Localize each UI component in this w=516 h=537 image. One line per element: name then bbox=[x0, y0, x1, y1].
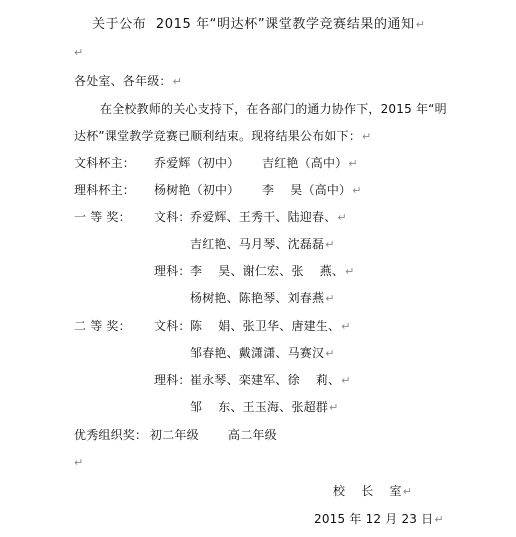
like-cup-junior: 杨树艳（初中） bbox=[154, 183, 240, 197]
first-prize-wenke-line-1: 乔爱辉、王秀干、陆迎春、↵ bbox=[190, 210, 347, 224]
body-line-1: 在全校教师的关心支持下，在各部门的通力协作下，2015 年“明 bbox=[100, 102, 447, 116]
org-award-grade-2-senior: 高二年级 bbox=[228, 428, 277, 442]
signature: 校 长 室↵ bbox=[333, 484, 413, 498]
first-prize-like-line-2: 杨树艳、陈艳琴、刘春燕↵ bbox=[190, 291, 335, 305]
first-prize-wenke-label: 文科： bbox=[154, 210, 191, 224]
first-prize-label: 一 等 奖： bbox=[74, 210, 131, 224]
wenke-cup-label: 文科杯主： bbox=[74, 156, 136, 170]
second-prize-like-line-1: 崔永琴、栾建军、徐 莉、↵ bbox=[190, 373, 351, 387]
org-award-label: 优秀组织奖： bbox=[74, 428, 148, 442]
first-prize-like-line-1: 李 昊、谢仁宏、张 燕、↵ bbox=[190, 264, 355, 278]
date: 2015 年 12 月 23 日↵ bbox=[314, 512, 444, 526]
second-prize-like-label: 理科： bbox=[154, 373, 191, 387]
like-cup-label: 理科杯主： bbox=[74, 183, 136, 197]
wenke-cup-junior: 乔爱辉（初中） bbox=[154, 156, 240, 170]
wenke-cup-senior: 吉红艳（高中）↵ bbox=[262, 156, 358, 170]
first-prize-like-label: 理科： bbox=[154, 264, 191, 278]
salutation: 各处室、各年级：↵ bbox=[74, 74, 183, 88]
second-prize-wenke-line-2: 邹春艳、戴潇潇、马赛汉↵ bbox=[190, 346, 335, 360]
first-prize-wenke-line-2: 吉红艳、马月琴、沈磊磊↵ bbox=[190, 237, 335, 251]
empty-paragraph: ↵ bbox=[74, 46, 84, 59]
body-line-2: 达杯”课堂教学竞赛已顺利结束。现将结果公布如下：↵ bbox=[74, 129, 372, 143]
second-prize-wenke-label: 文科： bbox=[154, 319, 191, 333]
document-title: 关于公布 2015 年“明达杯”课堂教学竞赛结果的通知↵ bbox=[92, 17, 426, 32]
empty-paragraph: ↵ bbox=[74, 456, 84, 469]
second-prize-like-line-2: 邹 东、王玉海、张超群↵ bbox=[190, 400, 339, 414]
second-prize-label: 二 等 奖： bbox=[74, 319, 131, 333]
org-award-grade-2-junior: 初二年级 bbox=[150, 428, 199, 442]
like-cup-senior: 李 昊（高中）↵ bbox=[262, 183, 362, 197]
second-prize-wenke-line-1: 陈 娟、张卫华、唐建生、↵ bbox=[190, 319, 351, 333]
